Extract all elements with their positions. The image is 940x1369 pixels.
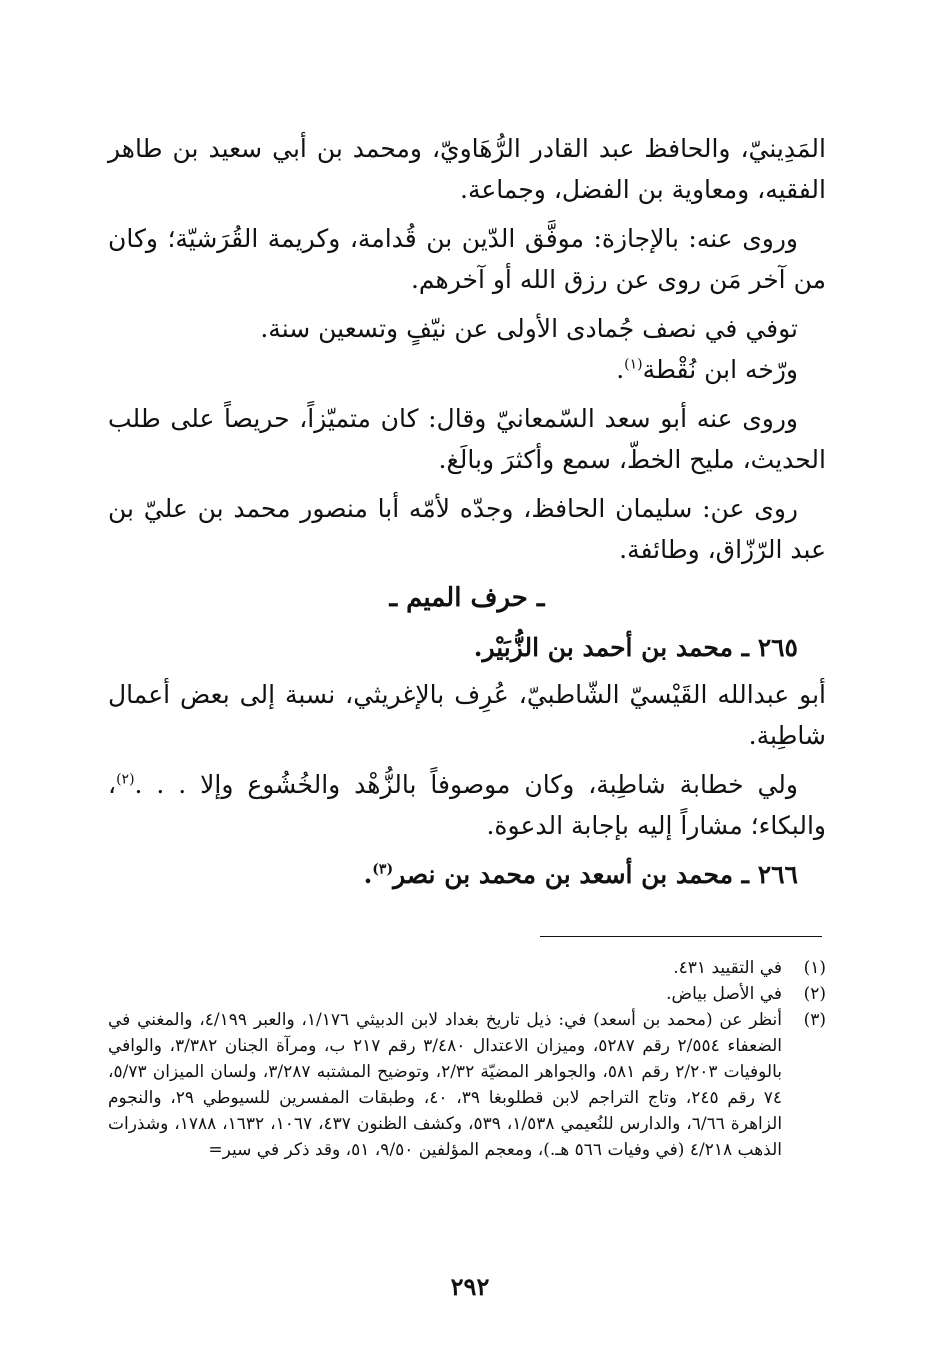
paragraph-samani: وروى عنه أبو سعد السّمعانيّ وقال: كان متميّزاً، حريصاً على طلب الحديث، مليح الخطّ، سمع وأكثرَ وبالَغ. xyxy=(108,404,826,474)
paragraph-teachers: المَدِينيّ، والحافظ عبد القادر الرُّهَاويّ، ومحمد بن أبي سعيد بن طاهر الفقيه، ومعاوية بن الفضل، وجماعة. xyxy=(108,134,826,204)
entry-265-text: أبو عبدالله القَيْسيّ الشّاطبيّ، عُرِف بالإغريثي، نسبة إلى بعض أعمال شاطِبة. xyxy=(108,680,826,750)
footnotes xyxy=(108,955,826,1163)
dated-by-text: ورّخه ابن نُقْطة xyxy=(642,355,798,384)
paragraph-narrators: وروى عنه: بالإجازة: موفَّق الدّين بن قُدامة، وكريمة القُرَشيّة؛ وكان من آخر مَن روى عن رزق الله أو آخرهم. xyxy=(108,224,826,294)
khitaba-text: ولي خطابة شاطِبة، وكان موصوفاً بالزُّهْد والخُشُوع وإلا . . . xyxy=(134,770,798,799)
khitaba-text-end: ، والبكاء؛ مشاراً إليه بإجابة الدعوة. xyxy=(108,770,826,840)
entry-266-end: . xyxy=(363,860,373,889)
entry-265-khitaba xyxy=(108,764,826,846)
footnote-number: (٣) xyxy=(803,1010,826,1030)
entry-266-title-text: ٢٦٦ ـ محمد بن أسعد بن محمد بن نصر xyxy=(393,860,798,889)
entry-265-title: ٢٦٥ ـ محمد بن أحمد بن الزُّبَيْر. xyxy=(473,633,798,662)
paragraph-dated-by xyxy=(108,349,826,390)
footnote-number: (١) xyxy=(803,958,826,978)
footnote-item xyxy=(108,955,826,981)
footnote-text: في الأصل بياض. xyxy=(666,984,782,1004)
footnote-ref-3: (٣) xyxy=(372,861,394,878)
dated-by-end: . xyxy=(616,355,625,384)
paragraph-narrated-from: روى عن: سليمان الحافظ، وجدّه لأمّه أبا منصور محمد بن عليّ بن عبد الرّزّاق، وطائفة. xyxy=(108,494,826,564)
footnote-ref-1: (١) xyxy=(624,356,643,373)
footnote-text: في التقييد ٤٣١. xyxy=(673,958,782,978)
main-text xyxy=(108,128,826,901)
footnote-item xyxy=(108,981,826,1007)
section-heading: ـ حرف الميم ـ xyxy=(389,583,545,613)
footnote-text: أنظر عن (محمد بن أسعد) في: ذيل تاريخ بغداد لابن الدبيثي ١/١٧٦، والعبر ٤/١٩٩، والمغني في الضعفاء ٢/٥٥٤ رقم ٥٢٨٧، وميزان الاعتدال ٣/٤٨٠ رقم ٢١٧ ب، ومرآة الجنان ٣/٣٨٢، والوافي بالوفيات ٢/٢٠٣ رقم ٥٨١، والجواهر المضيّة ٢/٣٢، وتوضيح المشتبه ٣/٢٨٧، ولسان الميزان ٥/٧٣، ٧٤ رقم ٢٤٥، وتاج التراجم لابن قطلوبغا ٣٩، ٤٠، وطبقات المفسرين للسيوطي ٢٩، والنجوم الزاهرة ٦/٦٦، والدارس للنُعيمي ١/٥٣٨، ٥٣٩، وكشف الظنون ٤٣٧، ١٠٦٧، ١٦٣٢، ١٧٨٨، وشذرات الذهب ٤/٢١٨ (في وفيات ٥٦٦ هـ.)، ومعجم المؤلفين ٩/٥٠، ٥١، وقد ذكر في سير= xyxy=(108,1010,783,1160)
footnote-item xyxy=(108,1007,826,1163)
paragraph-death: توفي في نصف جُمادى الأولى عن نيّفٍ وتسعين سنة. xyxy=(260,314,798,343)
entry-266-title xyxy=(108,854,826,895)
footnote-number: (٢) xyxy=(803,984,826,1004)
page-number: ٢٩٢ xyxy=(450,1272,490,1301)
footnote-ref-2: (٢) xyxy=(116,771,135,788)
footnote-separator xyxy=(540,936,822,937)
